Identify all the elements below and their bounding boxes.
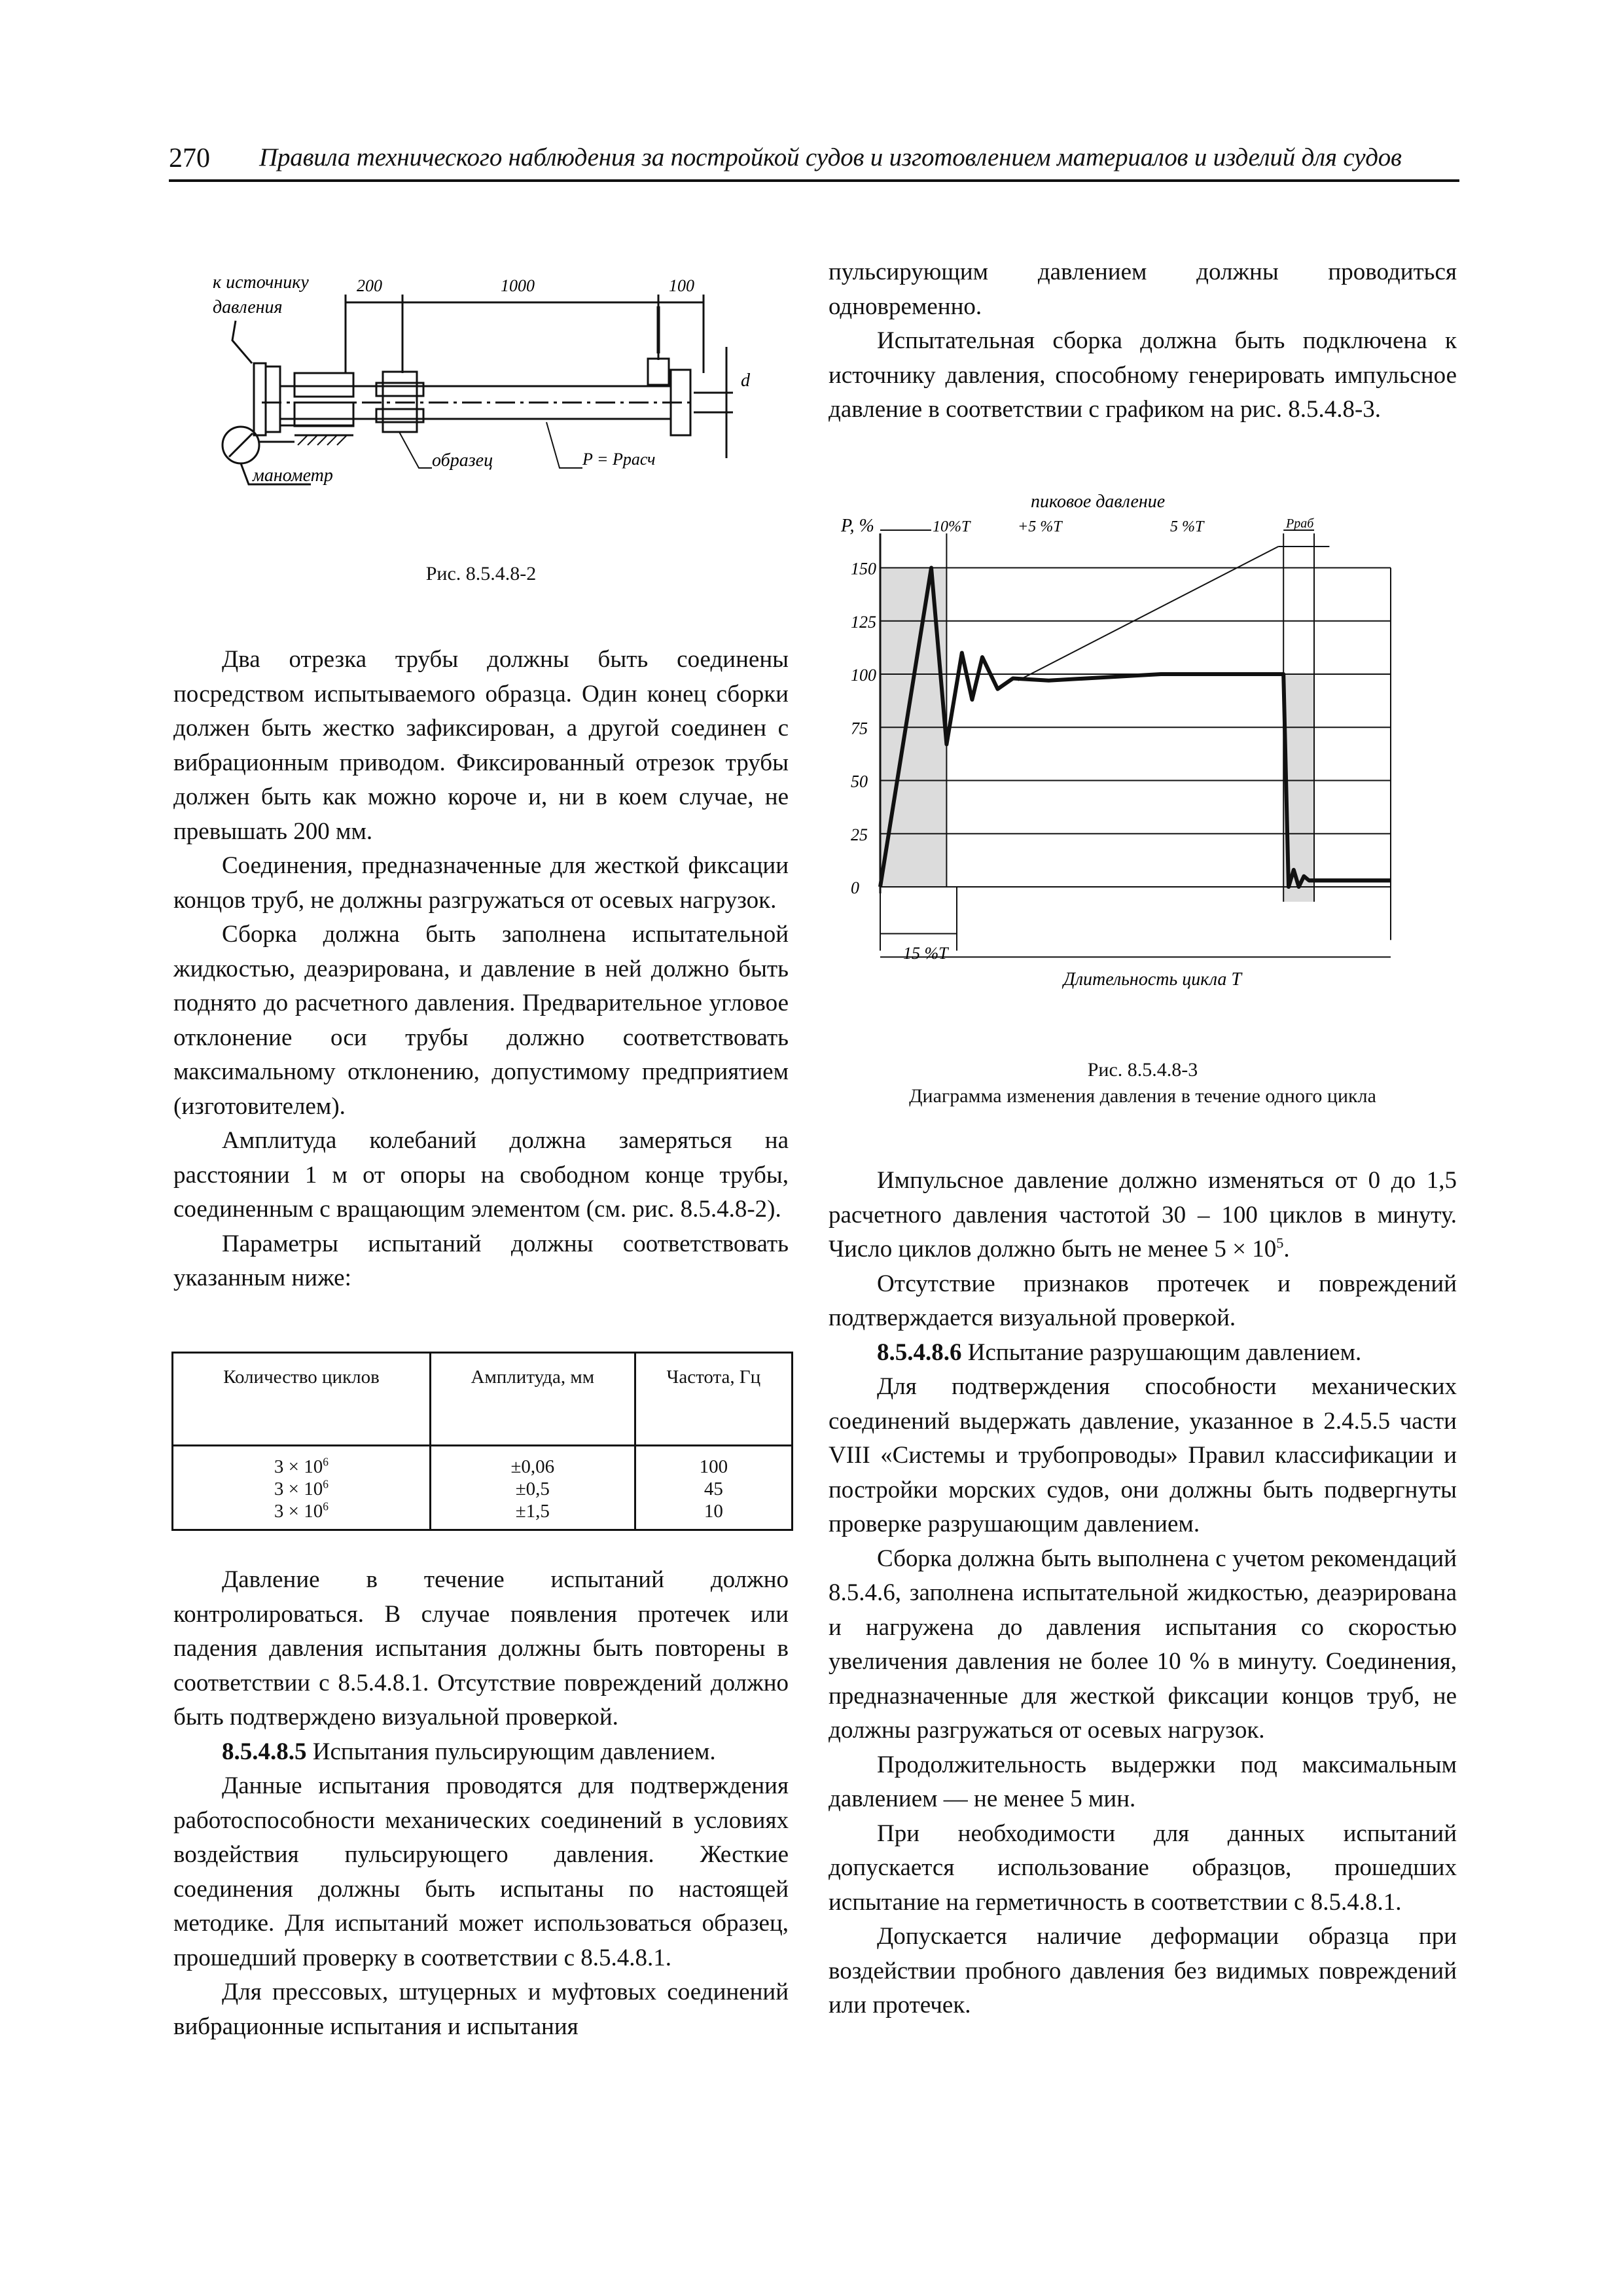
frequency-value: 45 [704,1479,723,1499]
source-label-1: к источнику [213,272,309,293]
y-axis-label: P, % [841,516,874,536]
sample-label: образец [432,450,493,471]
y-tick-label: 100 [851,666,876,685]
section-title: Испытания пульсирующим давлением. [306,1738,716,1765]
section-heading [829,1336,1457,1371]
cycle-duration-label: Длительность цикла T [1063,969,1241,990]
paragraph: Испытательная сборка должна быть подключена к источнику давления, способному генерировать импульсное давление в соответствии с графиком на рис. 8.5.4.8-3. [829,327,1457,423]
manometer-label: манометр [253,465,333,486]
y-tick-label: 50 [851,772,868,791]
frequency-cell [635,1446,792,1530]
table-header: Количество циклов [173,1353,431,1446]
y-tick-label: 25 [851,825,868,844]
fig1-caption: Рис. 8.5.4.8-2 [425,563,537,584]
header-rule [169,179,1459,182]
dim-1000: 1000 [501,276,535,295]
paragraph: Соединения, предназначенные для жесткой фиксации концов труб, не должны разгружаться от осевых нагрузок. [173,852,789,914]
right-column-text [829,255,1457,427]
pointer-line [1018,547,1279,681]
section-heading [173,1735,789,1770]
amplitude-cell [430,1446,635,1530]
y-tick-label: 125 [851,612,876,632]
pressure-cycle-chart [834,484,1456,1021]
p-work-label: Pраб [1286,516,1314,531]
fig2-caption-number: Рис. 8.5.4.8-3 [1087,1059,1198,1081]
paragraph: пульсирующим давлением должны проводиться одновременно. [829,259,1457,320]
left-column-text [173,643,789,1296]
table-row [173,1446,793,1530]
cycles-cell [173,1446,431,1530]
dim-200: 200 [357,276,382,295]
test-parameters-table [171,1352,793,1531]
ten-pct-label: 10%T [933,518,971,535]
table-header: Частота, Гц [635,1353,792,1446]
y-tick-label: 0 [851,878,859,897]
source-label-2: давления [213,297,283,317]
amplitude-value: ±0,06 [510,1456,555,1477]
cycles-value: 3 × 10 [274,1456,323,1477]
cycles-exp: 6 [323,1499,329,1513]
page-number: 270 [169,143,210,173]
paragraph: Два отрезка трубы должны быть соединены посредством испытываемого образца. Один конец сборки должен быть жестко зафиксирован, а другой соединен с вибрационным приводом. Фиксированный отрезок трубы должен быть как можно короче и, ни в коем случае, не превышать 200 мм. [173,646,789,845]
paragraph: Амплитуда колебаний должна замеряться на расстоянии 1 м от опоры на свободном конце трубы, соединенным с вращающим элементом (см. рис. 8.5.4.8-2). [173,1127,789,1223]
amplitude-value: ±1,5 [515,1501,550,1522]
cycles-value: 3 × 10 [274,1479,323,1499]
paragraph: Допускается наличие деформации образца при воздействии пробного давления без видимых повреждений или протечек. [829,1923,1457,2018]
paragraph: Данные испытания проводятся для подтверждения работоспособности механических соединений в условиях воздействия пульсирующего давления. Жесткие соединения должны быть испытаны по настоящей методике. Для испытаний может использоваться образец, прошедший проверку в соответствии с 8.5.4.8.1. [173,1772,789,1971]
paragraph: Для подтверждения способности механических соединений выдержать давление, указанное в 2.4.5.5 части VIII «Системы и трубопроводы» Правил классификации и постройки морских судов, они должны быть подвергнуты проверке разрушающим давлением. [829,1373,1457,1537]
paragraph [829,1164,1457,1267]
left-column-text-2 [173,1563,789,2044]
paragraph: Продолжительность выдержки под максимальным давлением — не менее 5 мин. [829,1751,1457,1812]
paragraph: Для прессовых, штуцерных и муфтовых соединений вибрационные испытания и испытания [173,1979,789,2040]
plus-five-label: +5 %T [1018,518,1062,535]
paragraph: Отсутствие признаков протечек и повреждений подтверждается визуальной проверкой. [829,1270,1457,1331]
table-header-row [173,1353,793,1446]
frequency-value: 100 [699,1456,728,1477]
paragraph: Сборка должна быть заполнена испытательной жидкостью, деаэрирована, и давление в ней должно быть поднято до расчетного давления. Предварительное угловое отклонение оси трубы должно соответствовать максимальному отклонению, допустимому предприятием (изготовителем). [173,921,789,1120]
pipe-rig-diagram [196,268,785,504]
running-title: Правила технического наблюдения за постройкой судов и изготовлением материалов и изделий для судов [259,143,1402,171]
amplitude-value: ±0,5 [515,1479,550,1499]
section-title: Испытание разрушающим давлением. [961,1338,1362,1366]
five-pct-label: 5 %T [1170,518,1204,535]
paragraph: Параметры испытаний должны соответствовать указанным ниже: [173,1230,789,1291]
fifteen-pct-label: 15 %T [903,944,948,963]
paragraph-end: . [1283,1236,1290,1263]
paragraph: Давление в течение испытаний должно контролироваться. В случае появления протечек или падения давления испытания должны быть повторены в соответствии с 8.5.4.8.1. Отсутствие повреждений должно быть подтверждено визуальной проверкой. [173,1566,789,1731]
y-tick-label: 75 [851,719,868,738]
y-tick-label: 150 [851,559,876,579]
cycles-exp: 6 [323,1455,329,1469]
cycles-exp: 6 [323,1477,329,1491]
paragraph: Сборка должна быть выполнена с учетом рекомендаций 8.5.4.6, заполнена испытательной жидкостью, деаэрирована и нагружена до давления испытания со скоростью увеличения давления не более 10 % в минуту. Соединения, предназначенные для жесткой фиксации концов труб, не должны разгружаться от осевых нагрузок. [829,1545,1457,1744]
right-column-text-2 [829,1164,1457,2023]
pressure-label: P = Pрасч [582,450,656,469]
section-number: 8.5.4.8.6 [877,1338,962,1366]
table-header: Амплитуда, мм [430,1353,635,1446]
paragraph: При необходимости для данных испытаний допускается использование образцов, прошедших испытание на герметичность в соответствии с 8.5.4.8.1. [829,1820,1457,1916]
frequency-value: 10 [704,1501,723,1522]
paragraph-text: Импульсное давление должно изменяться от 0 до 1,5 расчетного давления частотой 30 – 100 циклов в минуту. Число циклов должно быть не менее 5 × 10 [829,1167,1457,1263]
running-header [169,143,1459,182]
peak-pressure-label: пиковое давление [1031,492,1166,512]
section-number: 8.5.4.8.5 [222,1738,307,1765]
cycles-value: 3 × 10 [274,1501,323,1522]
exponent: 5 [1276,1234,1284,1251]
dim-100: 100 [669,276,694,295]
dim-d: d [741,370,750,391]
fig2-caption-title: Диаграмма изменения давления в течение одного цикла [909,1085,1376,1107]
